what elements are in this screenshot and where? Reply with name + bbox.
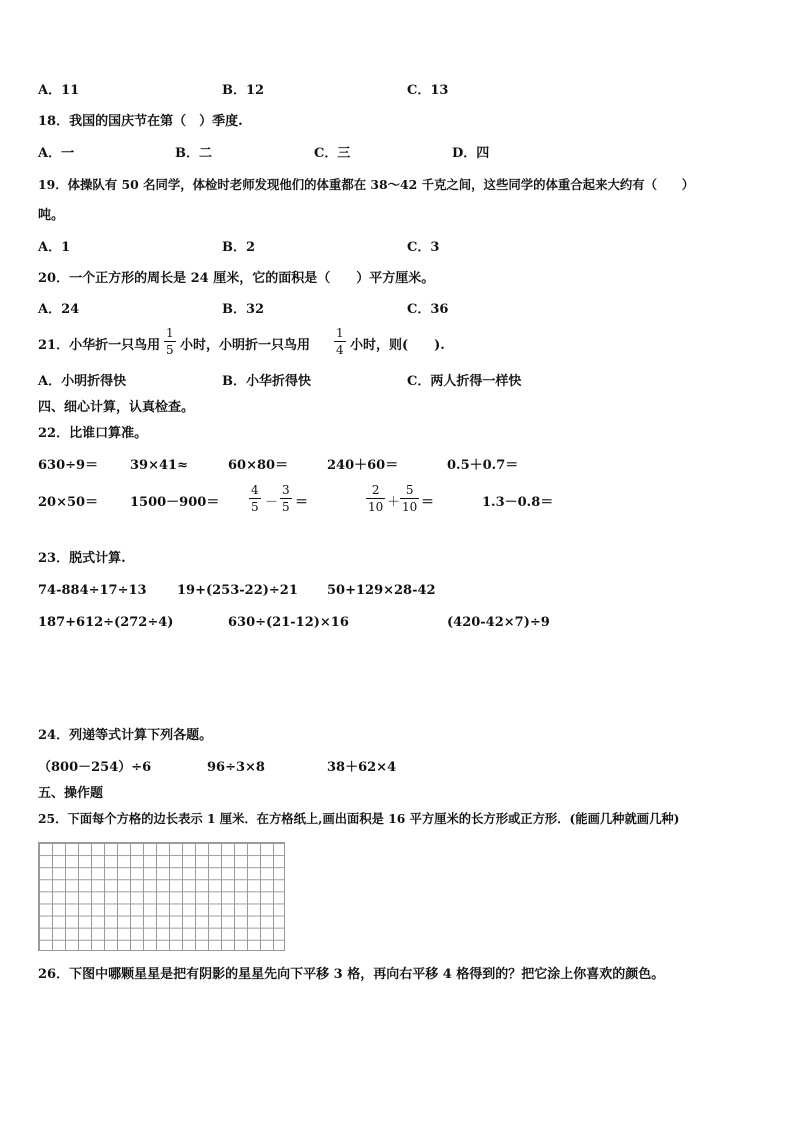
q22-item-4: 240＋60＝ xyxy=(327,458,399,473)
q22-frac-expr1-operator: － xyxy=(265,495,279,510)
q23-item-1: 74-884÷17÷13 xyxy=(38,583,147,598)
q22-frac-expr1-equals: ＝ xyxy=(295,495,309,510)
q24-item-1: （800－254）÷6 xyxy=(38,760,152,775)
q21-fraction-1-numerator: 1 xyxy=(166,326,174,340)
q23-item-2: 19+(253-22)÷21 xyxy=(177,583,298,598)
numerator: 5 xyxy=(405,483,414,497)
q19-stem-line2: 吨。 xyxy=(38,208,65,223)
q20-option-b: B．32 xyxy=(222,302,265,317)
q22-frac-expr1-right xyxy=(280,483,292,514)
numerator: 3 xyxy=(282,483,290,497)
numerator: 2 xyxy=(371,483,380,497)
q19-option-c: C．3 xyxy=(407,240,440,255)
q26-stem: 26．下图中哪颗星星是把有阴影的星星先向下平移 3 格，再向右平移 4 格得到的？把它涂上你喜欢的颜色。 xyxy=(38,967,665,982)
denominator: 5 xyxy=(251,500,259,514)
q19-stem-line1: 19．体操队有 50 名同学，体检时老师发现他们的体重都在 38～42 千克之间，这些同学的体重合起来大约有（ ） xyxy=(38,177,695,192)
q17-option-a: A．11 xyxy=(38,83,80,98)
q24-item-3: 38＋62×4 xyxy=(327,760,397,775)
q23-item-5: 630÷(21-12)×16 xyxy=(228,615,349,630)
q21-option-b: B．小华折得快 xyxy=(222,374,311,389)
q20-option-c: C．36 xyxy=(407,302,449,317)
q22-frac-expr2-right xyxy=(400,483,419,514)
q22-item-6: 20×50＝ xyxy=(38,495,99,510)
q22-item-1: 630÷9＝ xyxy=(38,458,99,473)
q25-stem: 25．下面每个方格的边长表示 1 厘米．在方格纸上,画出面积是 16 平方厘米的长方形或正方形．(能画几种就画几种) xyxy=(38,811,680,826)
fraction-bar xyxy=(334,341,346,342)
q23-item-6: (420-42×7)÷9 xyxy=(447,615,550,630)
q18-option-d: D．四 xyxy=(452,146,490,161)
q18-option-a: A．一 xyxy=(38,146,75,161)
q18-option-c: C．三 xyxy=(314,146,351,161)
fraction-bar xyxy=(249,498,261,499)
q22-item-10: 1.3－0.8＝ xyxy=(482,495,554,510)
q19-option-a: A．1 xyxy=(38,240,71,255)
q23-item-3: 50+129×28-42 xyxy=(327,583,436,598)
fraction-bar xyxy=(164,341,176,342)
fraction-bar xyxy=(280,498,292,499)
q21-option-c: C．两人折得一样快 xyxy=(407,374,522,389)
q21-stem-part1: 21．小华折一只鸟用 xyxy=(38,338,161,353)
q18-option-b: B．二 xyxy=(175,146,212,161)
q22-item-2: 39×41≈ xyxy=(130,458,188,473)
q18-stem: 18．我国的国庆节在第（ ）季度. xyxy=(38,114,243,129)
q24-stem: 24．列递等式计算下列各题。 xyxy=(38,728,213,743)
section-5-heading: 五、操作题 xyxy=(38,786,104,801)
q21-fraction-1-denominator: 5 xyxy=(166,343,174,357)
q21-stem-part2: 小时，小明折一只鸟用 xyxy=(180,338,311,353)
fraction-bar xyxy=(366,498,385,499)
q23-stem: 23．脱式计算. xyxy=(38,551,126,566)
denominator: 5 xyxy=(282,500,290,514)
q22-frac-expr2-left xyxy=(366,483,385,514)
q21-fraction-1 xyxy=(164,326,176,357)
q21-fraction-2 xyxy=(334,326,346,357)
q17-option-c: C．13 xyxy=(407,83,449,98)
q21-fraction-2-numerator: 1 xyxy=(336,326,344,340)
q19-option-b: B．2 xyxy=(222,240,256,255)
q20-option-a: A．24 xyxy=(38,302,80,317)
q21-stem-part3: 小时，则( ). xyxy=(350,338,445,353)
q22-stem: 22．比谁口算准。 xyxy=(38,426,148,441)
section-4-heading: 四、细心计算，认真检查。 xyxy=(38,400,195,415)
q22-frac-expr2-operator: ＋ xyxy=(387,495,401,510)
q23-item-4: 187+612÷(272÷4) xyxy=(38,615,174,630)
numerator: 4 xyxy=(251,483,259,497)
q24-item-2: 96÷3×8 xyxy=(207,760,265,775)
q22-item-7: 1500－900＝ xyxy=(130,495,220,510)
q21-option-a: A．小明折得快 xyxy=(38,374,127,389)
q22-item-3: 60×80＝ xyxy=(228,458,289,473)
q22-frac-expr1-left xyxy=(249,483,261,514)
q20-stem: 20．一个正方形的周长是 24 厘米，它的面积是（ ）平方厘米。 xyxy=(38,271,435,286)
square-grid-paper[interactable] xyxy=(38,842,285,951)
q17-option-b: B．12 xyxy=(222,83,265,98)
q22-item-5: 0.5＋0.7＝ xyxy=(447,458,519,473)
q22-frac-expr2-equals: ＝ xyxy=(421,495,435,510)
fraction-bar xyxy=(400,498,419,499)
denominator: 10 xyxy=(368,500,384,514)
denominator: 10 xyxy=(402,500,418,514)
q21-fraction-2-denominator: 4 xyxy=(336,343,344,357)
